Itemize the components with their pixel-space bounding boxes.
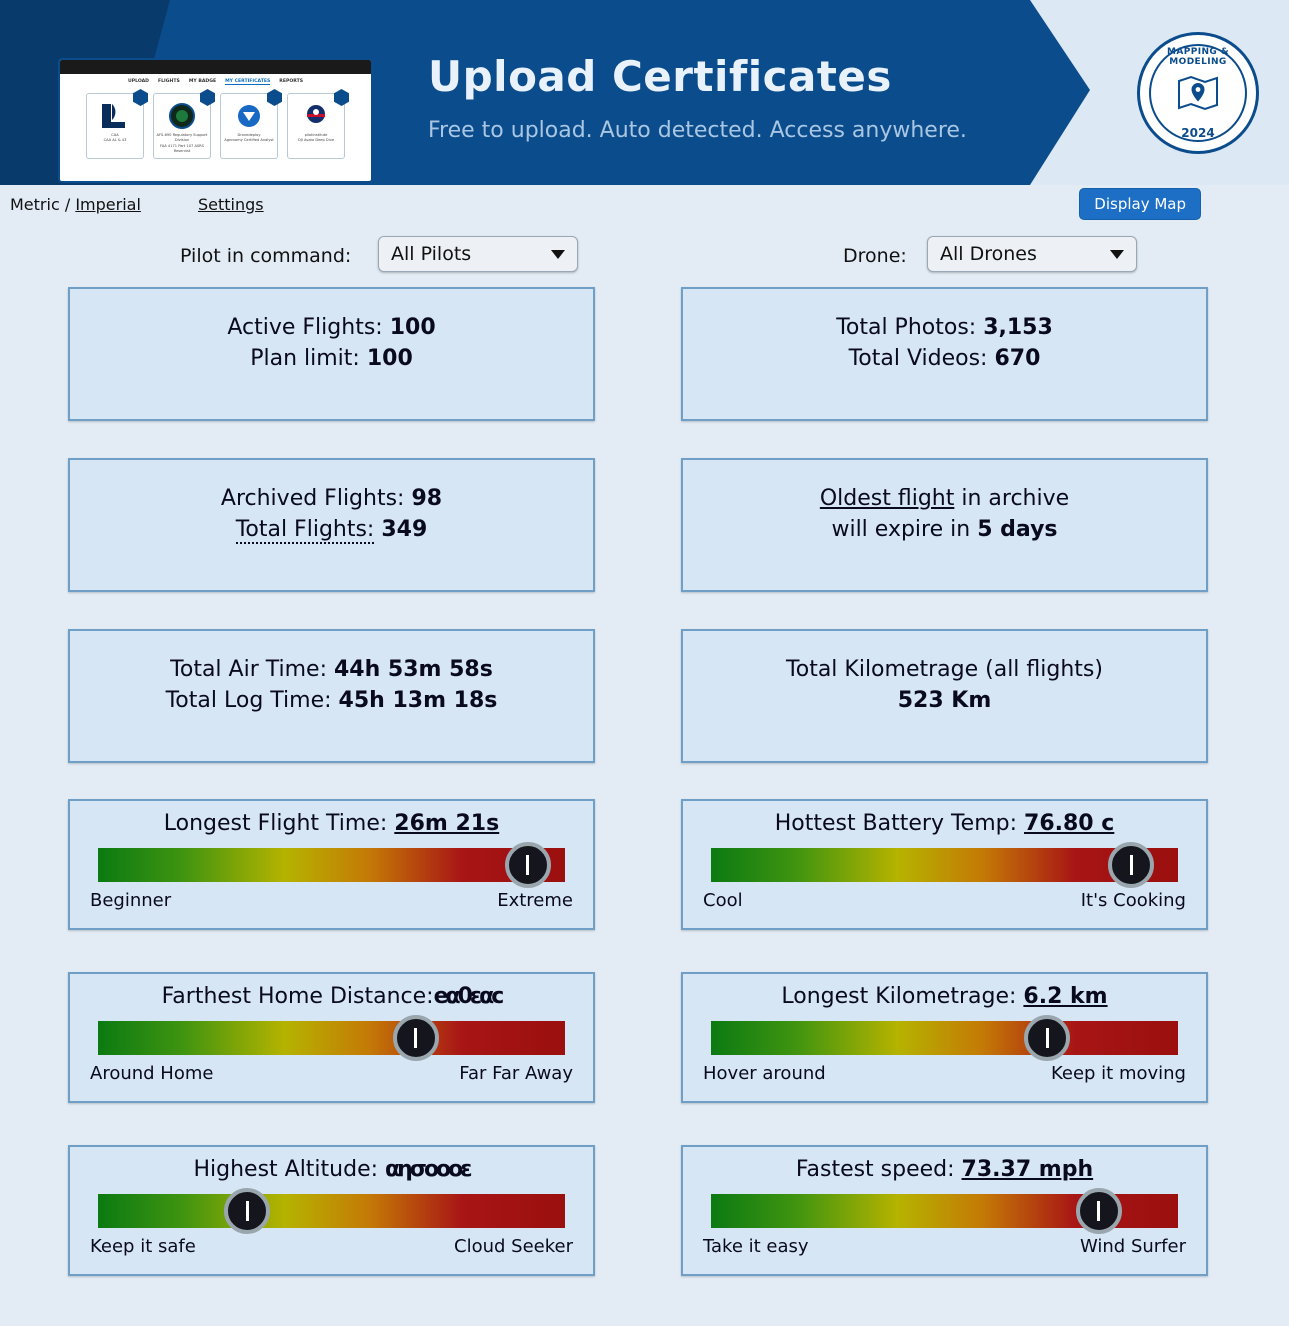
mapping-modeling-seal — [1137, 32, 1259, 154]
gauge-bar — [98, 848, 565, 882]
seal-year: 2024 — [1181, 126, 1215, 140]
gauge-value: 73.37 mph — [961, 1157, 1094, 1182]
thumbnail-card-sub: FAA 4171 Part 107 ASRS Reservist — [160, 143, 204, 154]
thumbnail-nav — [60, 74, 371, 85]
total-kilometrage-card — [681, 629, 1208, 763]
oldest-flight-rest: in archive — [954, 486, 1070, 511]
page-subtitle: Free to upload. Auto detected. Access anywhere. — [428, 118, 967, 143]
total-kilometrage-value — [683, 688, 1206, 713]
settings-link[interactable]: Settings — [198, 195, 264, 214]
dronedeploy-logo-icon — [232, 101, 266, 131]
drone-value: All Drones — [940, 243, 1037, 265]
unit-separator: / — [64, 195, 71, 214]
filters-row — [0, 229, 1289, 287]
longest-kilometrage-card — [681, 972, 1208, 1103]
unit-toggle[interactable] — [10, 195, 141, 214]
thumbnail-nav-item: REPORTS — [279, 79, 304, 84]
gauge-scale-labels — [90, 890, 573, 911]
gauge-label: Farthest Home Distance: — [161, 984, 434, 1009]
gauge-scale-labels — [703, 1063, 1186, 1084]
total-log-time-label: Total Log Time: — [165, 688, 332, 713]
thumbnail-card-sub: Agronomy Certified Analyst — [224, 138, 274, 143]
longest-flight-time-title — [70, 801, 593, 836]
thumbnail-nav-item-selected: MY CERTIFICATES — [225, 79, 271, 84]
fastest-speed-title — [683, 1147, 1206, 1182]
thumbnail-card-sub: DJI Avata Deep Dive — [297, 138, 335, 143]
expire-value: 5 days — [977, 517, 1058, 542]
gauge-scale-labels — [90, 1236, 573, 1257]
pilot-institute-logo-icon — [299, 101, 333, 131]
expire-prefix: will expire in — [831, 517, 978, 542]
badge-icon — [334, 89, 349, 106]
gauge-scale-labels — [90, 1063, 573, 1084]
plan-limit-value: 100 — [366, 346, 413, 371]
longest-kilometrage-title — [683, 974, 1206, 1009]
gauge-scale-labels — [703, 890, 1186, 911]
plan-limit-label: Plan limit: — [250, 346, 360, 371]
gauge-right-label: Keep it moving — [1050, 1063, 1186, 1084]
active-flights-label: Active Flights: — [227, 315, 383, 340]
gauge-scale-labels — [703, 1236, 1186, 1257]
gauge-label: Fastest speed: — [795, 1157, 962, 1182]
gauge-knob[interactable] — [1108, 842, 1154, 888]
highest-altitude-title — [70, 1147, 593, 1182]
total-air-time-label: Total Air Time: — [170, 657, 327, 682]
pilot-in-command-dropdown[interactable] — [378, 236, 578, 272]
gauge-bar — [98, 1021, 565, 1055]
archived-flights-card — [68, 458, 595, 592]
thumbnail-certificate-card — [153, 93, 211, 159]
total-air-time-value: 44h 53m 58s — [333, 657, 493, 682]
total-photos-line — [683, 315, 1206, 340]
display-map-button[interactable]: Display Map — [1079, 188, 1201, 220]
thumbnail-nav-item: UPLOAD — [127, 79, 149, 84]
gauge-label: Highest Altitude: — [193, 1157, 386, 1182]
gauge-left-label: Around Home — [90, 1063, 214, 1084]
thumbnail-certificate-cards — [60, 85, 371, 159]
gauge-knob[interactable] — [1024, 1015, 1070, 1061]
total-photos-value: 3,153 — [983, 315, 1053, 340]
gauge-value: eα0εαc — [433, 984, 502, 1009]
gauge-value: αησοοοε — [385, 1157, 470, 1182]
gauge-bar — [711, 848, 1178, 882]
gauge-label: Longest Flight Time: — [163, 811, 395, 836]
certificates-preview-thumbnail[interactable] — [58, 58, 373, 183]
badge-icon — [267, 89, 282, 106]
archived-flights-value: 98 — [411, 486, 443, 511]
page-banner — [0, 0, 1289, 185]
total-log-time-line — [70, 688, 593, 713]
gauge-value: 6.2 km — [1023, 984, 1108, 1009]
drone-dropdown[interactable] — [927, 236, 1137, 272]
farthest-home-distance-title — [70, 974, 593, 1009]
gauge-knob[interactable] — [393, 1015, 439, 1061]
total-kilometrage-number: 523 Km — [897, 688, 992, 713]
gauge-bar — [711, 1021, 1178, 1055]
total-photos-label: Total Photos: — [836, 315, 977, 340]
gauge-value: 26m 21s — [394, 811, 500, 836]
thumbnail-card-name: Dronedeploy — [237, 133, 261, 137]
total-log-time-value: 45h 13m 18s — [338, 688, 498, 713]
thumbnail-card-name: pilotinstitute — [304, 133, 328, 137]
thumbnail-nav-item: MY BADGE — [188, 79, 217, 84]
plan-limit-line — [70, 346, 593, 371]
active-flights-line — [70, 315, 593, 340]
total-flights-line — [70, 517, 593, 542]
faa-seal-icon — [165, 101, 199, 131]
drone-label: Drone: — [843, 245, 907, 267]
seal-title: MAPPING & MODELING — [1167, 47, 1229, 67]
chevron-down-icon — [1110, 250, 1124, 259]
longest-flight-time-card — [68, 799, 595, 930]
pilot-in-command-value: All Pilots — [391, 243, 472, 265]
total-kilometrage-label: Total Kilometrage (all flights) — [786, 657, 1103, 682]
oldest-flight-card — [681, 458, 1208, 592]
active-flights-value: 100 — [389, 315, 436, 340]
archived-flights-line — [70, 486, 593, 511]
highest-altitude-card — [68, 1145, 595, 1276]
total-air-time-line — [70, 657, 593, 682]
chevron-down-icon — [551, 250, 565, 259]
thumbnail-certificate-card — [220, 93, 278, 159]
total-flights-value: 349 — [381, 517, 428, 542]
oldest-flight-line — [683, 486, 1206, 511]
gauge-knob[interactable] — [1076, 1188, 1122, 1234]
thumbnail-certificate-card — [86, 93, 144, 159]
badge-icon — [200, 89, 215, 106]
pilot-in-command-label: Pilot in command: — [180, 245, 352, 267]
thumbnail-titlebar — [60, 60, 371, 74]
imperial-option[interactable]: Imperial — [75, 195, 141, 214]
oldest-flight-link[interactable]: Oldest flight — [819, 486, 955, 511]
gauge-bar — [711, 1194, 1178, 1228]
gauge-bar — [98, 1194, 565, 1228]
gauge-knob[interactable] — [505, 842, 551, 888]
farthest-home-distance-card — [68, 972, 595, 1103]
gauge-left-label: Cool — [703, 890, 743, 911]
page-title: Upload Certificates — [428, 52, 892, 101]
thumbnail-card-name: AFS-690 Regulatory Support Division — [156, 133, 208, 143]
total-videos-label: Total Videos: — [848, 346, 988, 371]
gauge-right-label: Cloud Seeker — [454, 1236, 573, 1257]
media-totals-card — [681, 287, 1208, 421]
metric-option[interactable]: Metric — [10, 195, 60, 214]
gauge-left-label: Keep it safe — [90, 1236, 196, 1257]
expire-line — [683, 517, 1206, 542]
hottest-battery-temp-card — [681, 799, 1208, 930]
gauge-left-label: Take it easy — [703, 1236, 809, 1257]
thumbnail-certificate-card — [287, 93, 345, 159]
total-flights-label[interactable]: Total Flights: — [235, 517, 375, 542]
gauge-right-label: It's Cooking — [1080, 890, 1186, 911]
caa-logo-icon — [98, 101, 132, 131]
gauge-right-label: Wind Surfer — [1079, 1236, 1186, 1257]
thumbnail-card-sub: CAA AL & 43 — [103, 138, 127, 143]
gauge-knob[interactable] — [224, 1188, 270, 1234]
controls-row — [0, 185, 1289, 229]
thumbnail-card-name: CAA — [111, 133, 119, 137]
total-videos-line — [683, 346, 1206, 371]
gauge-label: Hottest Battery Temp: — [774, 811, 1025, 836]
gauge-right-label: Extreme — [497, 890, 573, 911]
thumbnail-nav-item: FLIGHTS — [157, 79, 180, 84]
badge-icon — [133, 89, 148, 106]
map-pin-icon — [1175, 73, 1221, 113]
gauge-value: 76.80 c — [1024, 811, 1115, 836]
active-flights-card — [68, 287, 595, 421]
air-time-card — [68, 629, 595, 763]
gauge-right-label: Far Far Away — [459, 1063, 573, 1084]
total-videos-value: 670 — [994, 346, 1041, 371]
archived-flights-label: Archived Flights: — [220, 486, 405, 511]
gauge-left-label: Hover around — [703, 1063, 826, 1084]
gauge-left-label: Beginner — [90, 890, 172, 911]
hottest-battery-temp-title — [683, 801, 1206, 836]
fastest-speed-card — [681, 1145, 1208, 1276]
gauge-label: Longest Kilometrage: — [781, 984, 1024, 1009]
